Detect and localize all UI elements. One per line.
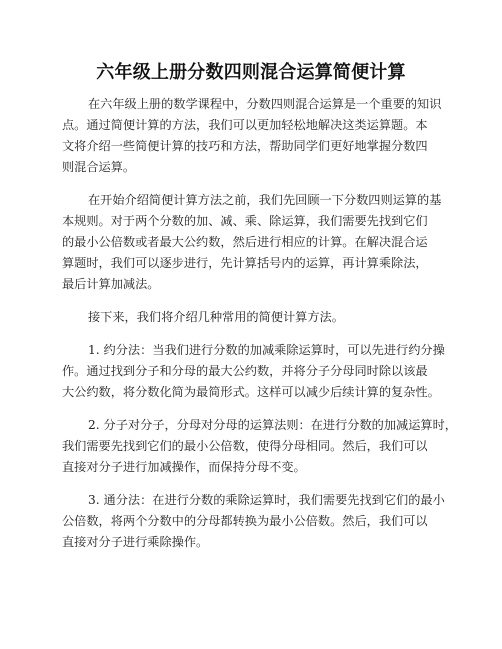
text-line: 3. 通分法：在进行分数的乘除运算时，我们需要先找到它们的最小 — [88, 493, 445, 507]
text-line: 作。通过找到分子和分母的最大公约数，并将分子分母同时除以该最 — [62, 364, 428, 378]
text-line: 文将介绍一些简便计算的技巧和方法，帮助同学们更好地掌握分数四 — [62, 139, 428, 153]
text-line: 我们需要先找到它们的最小公倍数，使得分母相同。然后，我们可以 — [62, 439, 428, 453]
text-line: 1. 约分法：当我们进行分数的加减乘除运算时，可以先进行约分操 — [88, 343, 445, 357]
text-line: 则混合运算。 — [62, 160, 136, 174]
text-line: 大公约数，将分数化简为最简形式。这样可以减少后续计算的复杂性。 — [62, 385, 440, 399]
document-title: 六年级上册分数四则混合运算简便计算 — [96, 62, 406, 83]
text-line: 最后计算加减法。 — [62, 277, 160, 291]
text-line: 算题时，我们可以逐步进行，先计算括号内的运算，再计算乘除法， — [62, 256, 428, 270]
text-line: 在六年级上册的数学课程中，分数四则混合运算是一个重要的知识 — [88, 97, 442, 111]
text-line: 在开始介绍简便计算方法之前，我们先回顾一下分数四则运算的基 — [88, 193, 442, 207]
text-line: 直接对分子进行乘除操作。 — [62, 535, 209, 549]
text-line: 接下来，我们将介绍几种常用的简便计算方法。 — [88, 310, 344, 324]
text-line: 公倍数，将两个分数中的分母都转换为最小公倍数。然后，我们可以 — [62, 514, 428, 528]
text-line: 直接对分子进行加减操作，而保持分母不变。 — [62, 460, 306, 474]
text-line: 本规则。对于两个分数的加、减、乘、除运算，我们需要先找到它们 — [62, 214, 428, 228]
text-line: 的最小公倍数或者最大公约数，然后进行相应的计算。在解决混合运 — [62, 235, 428, 249]
text-line: 2. 分子对分子，分母对分母的运算法则：在进行分数的加减运算时， — [88, 418, 457, 432]
text-line: 点。通过简便计算的方法，我们可以更加轻松地解决这类运算题。本 — [62, 118, 428, 132]
